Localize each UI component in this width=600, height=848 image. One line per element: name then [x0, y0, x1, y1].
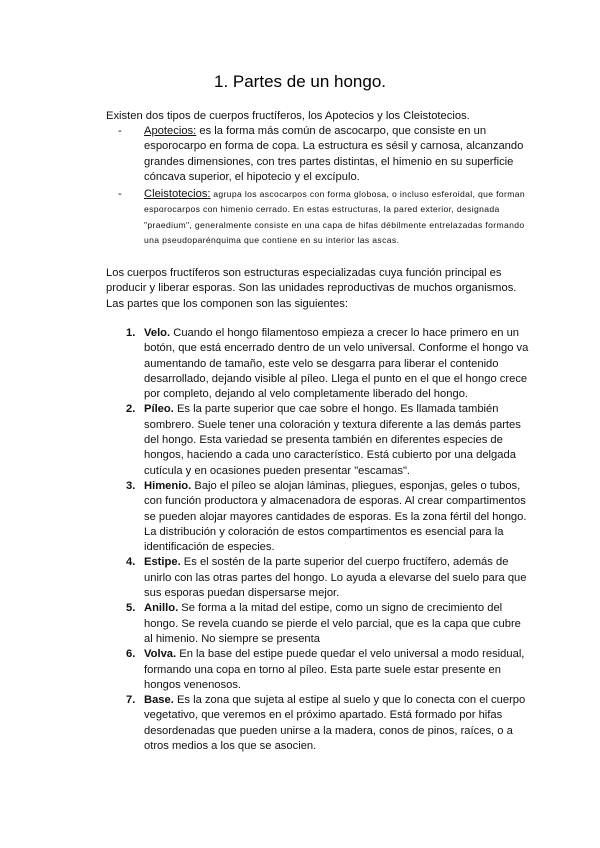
- part-description-himenio: Bajo el píleo se alojan láminas, pliegues, esponjas, geles o tubos, con función productora y almacenadora de esporas. Al crear compartimentos se pueden alojar mayores cantidades de esporas. Es la zona fértil del hongo. La distribución y coloración de estos compartimentos es esencial para la identificación de especies.: [144, 479, 527, 554]
- part-name-himenio: Himenio.: [144, 479, 192, 492]
- part-name-base: Base.: [144, 694, 174, 707]
- part-description-anillo: Se forma a la mitad del estipe, como un signo de crecimiento del hongo. Se revela cuando se pierde el velo parcial, que es la capa que cubre al himenio. No siempre se presenta: [144, 602, 521, 645]
- list-item-velo: [120, 326, 530, 402]
- page-title: 1. Partes de un hongo.: [213, 72, 387, 91]
- type-item-apotecios: [118, 124, 528, 185]
- fruiting-body-types-list: [118, 124, 528, 250]
- list-number: 2.: [126, 403, 136, 416]
- list-item-volva: [120, 647, 530, 693]
- list-item-pileo: [120, 402, 530, 478]
- part-name-estipe: Estipe.: [144, 556, 181, 569]
- list-bullet: -: [118, 188, 122, 201]
- intro-text: Existen dos tipos de cuerpos fructíferos, los Apotecios y los Cleistotecios.: [106, 110, 470, 122]
- definition-apotecios: es la forma más común de ascocarpo, que consiste en un esporocarpo en forma de copa. La estructura es sésil y carnosa, alcanzando grandes dimensiones, con tres partes distintas, el himenio en su superficie cóncava superior, el hipotecio y el excípulo.: [144, 125, 524, 183]
- term-cleistotecios: Cleistotecios:: [144, 188, 211, 201]
- list-number: 1.: [126, 327, 136, 339]
- type-item-cleistotecios: [118, 187, 528, 248]
- list-number: 5.: [126, 602, 136, 615]
- list-item-himenio: [120, 479, 530, 555]
- list-item-estipe: [120, 555, 530, 601]
- part-name-anillo: Anillo.: [144, 602, 179, 615]
- list-number: 6.: [126, 648, 136, 661]
- fungus-parts-list: [120, 326, 530, 754]
- part-description-estipe: Es el sostén de la parte superior del cuerpo fructífero, además de unirlo con las otras partes del hongo. Lo ayuda a elevarse del suelo para que sus esporas puedan dispersarse mejor.: [144, 556, 527, 600]
- part-description-base: Es la zona que sujeta al estipe al suelo y que lo conecta con el cuerpo vegetativo, que veremos en el próximo apartado. Está formado por hifas desordenadas que pueden unirse a la madera, conos de pinos, raíces, o a otros medios a los que se asocien.: [144, 694, 526, 753]
- list-bullet: -: [118, 125, 122, 137]
- definition-cleistotecios: agrupa los ascocarpos con forma globosa, o incluso esferoidal, que forman esporocarpos con himenio cerrado. En estas estructuras, la pared exterior, designada "praedium", generalmente consiste en una capa de hifas débilmente entrelazadas formando una pseudoparénquima que contiene en su interior las ascas.: [144, 189, 525, 246]
- part-description-velo: Cuando el hongo filamentoso empieza a crecer lo hace primero en un botón, que está encerrado dentro de un velo universal. Conforme el hongo va aumentando de tamaño, este velo se desgarra para liberar el contenido desarrollado, dejando visible al píleo. Llega el punto en el que el hongo crece por completo, dejando al velo completamente liberado del hongo.: [144, 327, 529, 401]
- part-name-velo: Velo.: [144, 327, 171, 339]
- part-description-pileo: Es la parte superior que cae sobre el hongo. Es llamada también sombrero. Suele tener una coloración y textura diferente a las demás partes del hongo. Esta variedad se presenta también en diferentes especies de hongos, haciendo a cada uno característico. Está cubierto por una delgada cutícula y en ocasiones pueden presentar "escamas".: [144, 403, 521, 477]
- term-apotecios: Apotecios:: [144, 125, 197, 137]
- part-name-volva: Volva.: [144, 648, 177, 661]
- list-number: 3.: [126, 479, 136, 492]
- list-number: 4.: [126, 556, 136, 569]
- list-item-base: [120, 693, 530, 754]
- list-number: 7.: [126, 694, 136, 707]
- list-item-anillo: [120, 601, 530, 647]
- part-description-volva: En la base del estipe puede quedar el velo universal a modo residual, formando una copa en torno al píleo. Esta parte suele estar presente en hongos venenosos.: [144, 648, 525, 691]
- body-paragraph: Los cuerpos fructíferos son estructuras especializadas cuya función principal es producir y liberar esporas. Son las unidades reproductivas de muchos organismos. Las partes que los componen son las siguientes:: [106, 267, 517, 310]
- part-name-pileo: Píleo.: [144, 403, 174, 416]
